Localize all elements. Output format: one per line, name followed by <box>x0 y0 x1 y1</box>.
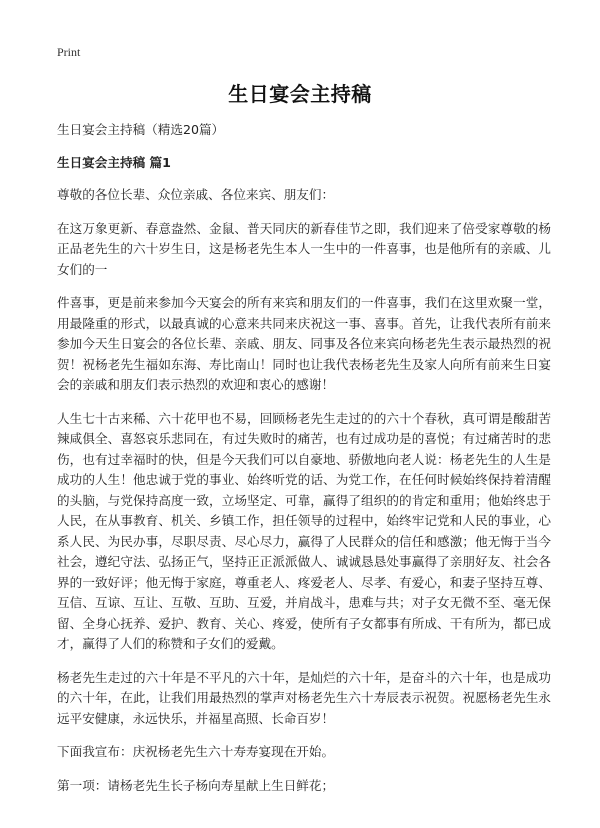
article-subtitle: 生日宴会主持稿（精选20篇） <box>57 122 225 137</box>
paragraph-blessing: 杨老先生走过的六十年是不平凡的六十年，是灿烂的六十年，是奋斗的六十年，也是成功的六十年，在此，让我们用最热烈的掌声对杨老先生六十寿辰表示祝贺。祝愿杨老先生永远平安健康，永远快乐，并福星高照、长命百岁！ <box>57 669 551 726</box>
section-heading: 生日宴会主持稿 篇1 <box>57 154 171 170</box>
print-link[interactable]: Print <box>57 45 81 59</box>
paragraph-welcome: 件喜事，更是前来参加今天宴会的所有来宾和朋友们的一件喜事，我们在这里欢聚一堂，用最隆重的形式，以最真诚的心意来共同来庆祝这一事、喜事。首先，让我代表所有前来参加今天生日宴会的各位长辈、亲戚、朋友、同事及各位来宾向杨老先生表示最热烈的祝贺！祝杨老先生福如东海、寿比南山！同时也让我代表杨老先生及家人向所有前来生日宴会的亲戚和朋友们表示热烈的欢迎和衷心的感谢！ <box>57 295 551 392</box>
paragraph-opening: 在这万象更新、春意盎然、金鼠、普天同庆的新春佳节之即，我们迎来了倍受家尊敬的杨正品老先生的六十岁生日，这是杨老先生本人一生中的一件喜事，也是他所有的亲戚、儿女们的一 <box>57 220 551 277</box>
page-title: 生日宴会主持稿 <box>228 82 372 106</box>
paragraph-first-item: 第一项：请杨老先生长子杨向寿星献上生日鲜花； <box>57 777 335 793</box>
article-body <box>57 120 551 809</box>
paragraph-greeting: 尊敬的各位长辈、众位亲戚、各位来宾、朋友们： <box>57 187 335 202</box>
paragraph-life-review: 人生七十古来稀、六十花甲也不易，回顾杨老先生走过的的六十个春秋，真可谓是酸甜苦辣咸俱全、喜怒哀乐悲同在，有过失败时的痛苦，也有过成功是的喜悦；有过痛苦时的悲伤，也有过幸福时的快，但是今天我们可以自豪地、骄傲地向老人说：杨老先生的人生是成功的人生！他忠诚于党的事业、始终听党的话、为党工作，在任何时候始终保持着清醒的头脑，与党保持高度一致，立场坚定、可靠，赢得了组织的的肯定和重用；他始终忠于人民，在从事教育、机关、乡镇工作，担任领导的过程中，始终牢记党和人民的事业，心系人民、为民办事，尽职尽责、尽心尽力，赢得了人民群众的信任和感激；他无悔于当今社会，遵纪守法、弘扬正气，坚持正正派派做人、诚诚恳恳处事赢得了亲朋好友、社会各界的一致好评；他无悔于家庭，尊重老人、疼爱老人、尽孝、有爱心，和妻子坚持互尊、互信、互谅、互让、互敬、互助、互爱，并肩战斗，患难与共；对子女无微不至、毫无保留、全身心抚养、爱护、教育、关心、疼爱，使所有子女都事有所成、干有所为，都已成才，赢得了人们的称赞和子女们的爱戴。 <box>57 410 551 651</box>
paragraph-announcement: 下面我宣布：庆祝杨老先生六十寿寿宴现在开始。 <box>57 744 335 759</box>
